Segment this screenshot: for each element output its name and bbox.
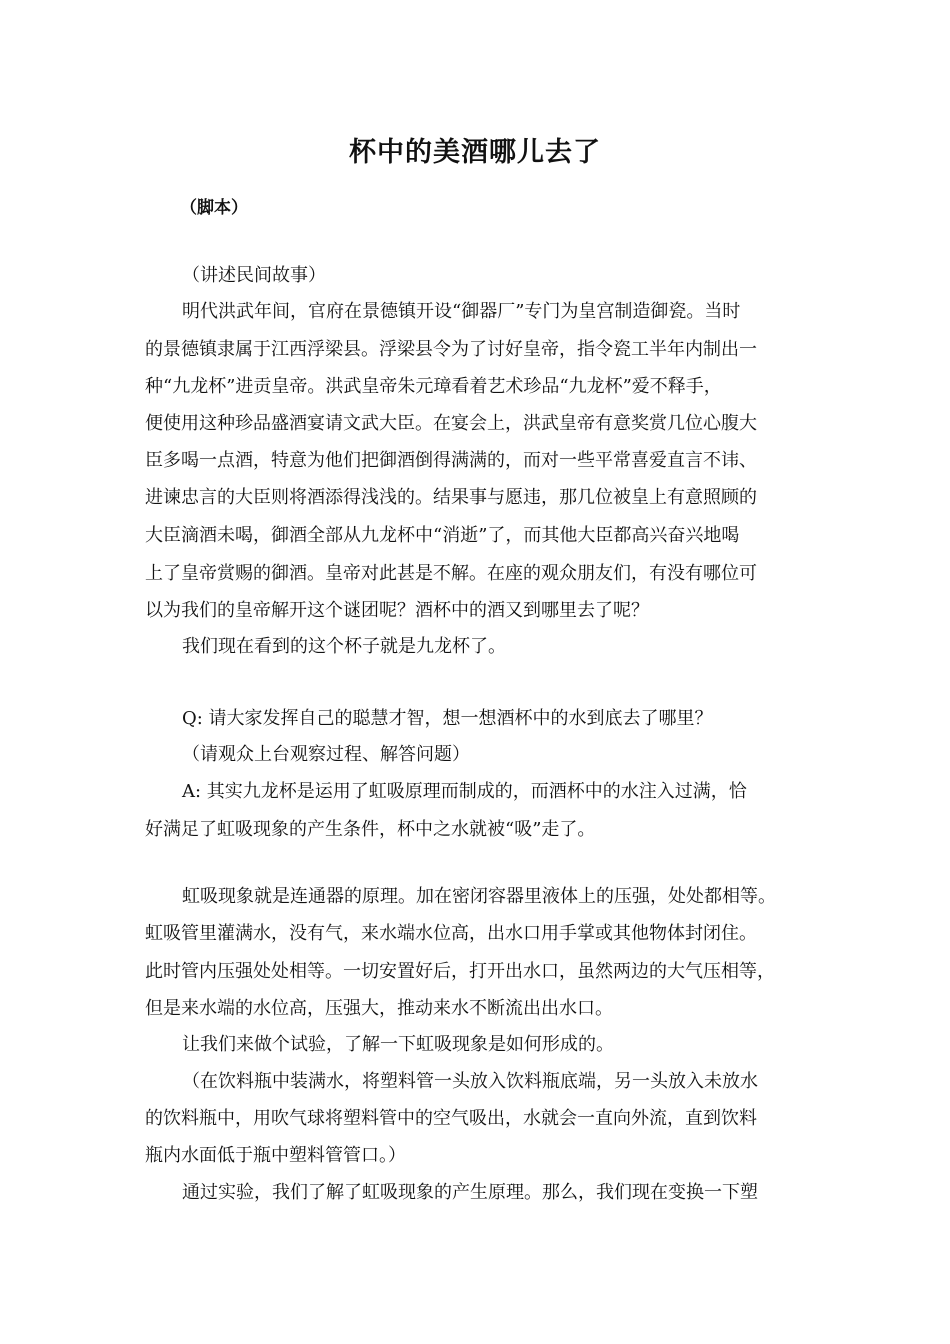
text-line: 但是来水端的水位高，压强大，推动来水不断流出出水口。 — [145, 998, 613, 1019]
text-line: 虹吸现象就是连通器的原理。加在密闭容器里液体上的压强，处处都相等。 — [182, 886, 776, 907]
text-line: 便使用这种珍品盛酒宴请文武大臣。在宴会上，洪武皇帝有意奖赏几位心腹大 — [145, 413, 757, 434]
text-line: 以为我们的皇帝解开这个谜团呢？酒杯中的酒又到哪里去了呢？ — [145, 600, 649, 621]
text-line: 进谏忠言的大臣则将酒添得浅浅的。结果事与愿违，那几位被皇上有意照顾的 — [145, 487, 757, 508]
document-subtitle: （脚本） — [180, 198, 248, 218]
text-line: 好满足了虹吸现象的产生条件，杯中之水就被“吸”走了。 — [145, 819, 596, 840]
text-line: 种“九龙杯”进贡皇帝。洪武皇帝朱元璋看着艺术珍品“九龙杯”爱不释手， — [145, 376, 722, 397]
answer-line: A: 其实九龙杯是运用了虹吸原理而制成的，而酒杯中的水注入过满，恰 — [182, 781, 747, 802]
text-line: 此时管内压强处处相等。一切安置好后，打开出水口，虽然两边的大气压相等， — [145, 961, 775, 982]
text-line: （请观众上台观察过程、解答问题） — [182, 744, 470, 765]
question-line: Q: 请大家发挥自己的聪慧才智，想一想酒杯中的水到底去了哪里？ — [182, 708, 713, 729]
text-line: 瓶内水面低于瓶中塑料管管口。） — [145, 1145, 406, 1166]
text-line: （讲述民间故事） — [182, 265, 326, 286]
document-title: 杯中的美酒哪儿去了 — [349, 137, 601, 168]
text-line: 我们现在看到的这个杯子就是九龙杯了。 — [182, 636, 506, 657]
text-line: 的景德镇隶属于江西浮梁县。浮梁县令为了讨好皇帝，指令瓷工半年内制出一 — [145, 339, 757, 360]
text-line: 上了皇帝赏赐的御酒。皇帝对此甚是不解。在座的观众朋友们，有没有哪位可 — [145, 563, 757, 584]
text-line: 虹吸管里灌满水，没有气，来水端水位高，出水口用手掌或其他物体封闭住。 — [145, 923, 757, 944]
text-line: 让我们来做个试验，了解一下虹吸现象是如何形成的。 — [182, 1034, 614, 1055]
text-line: （在饮料瓶中装满水，将塑料管一头放入饮料瓶底端，另一头放入未放水 — [182, 1071, 758, 1092]
text-line: 明代洪武年间，官府在景德镇开设“御器厂”专门为皇宫制造御瓷。当时 — [182, 301, 741, 322]
text-line: 臣多喝一点酒，特意为他们把御酒倒得满满的，而对一些平常喜爱直言不讳、 — [145, 450, 757, 471]
text-line: 通过实验，我们了解了虹吸现象的产生原理。那么，我们现在变换一下塑 — [182, 1182, 758, 1203]
text-line: 的饮料瓶中，用吹气球将塑料管中的空气吸出，水就会一直向外流，直到饮料 — [145, 1108, 757, 1129]
text-line: 大臣滴酒未喝，御酒全部从九龙杯中“消逝”了，而其他大臣都高兴奋兴地喝 — [145, 525, 740, 546]
